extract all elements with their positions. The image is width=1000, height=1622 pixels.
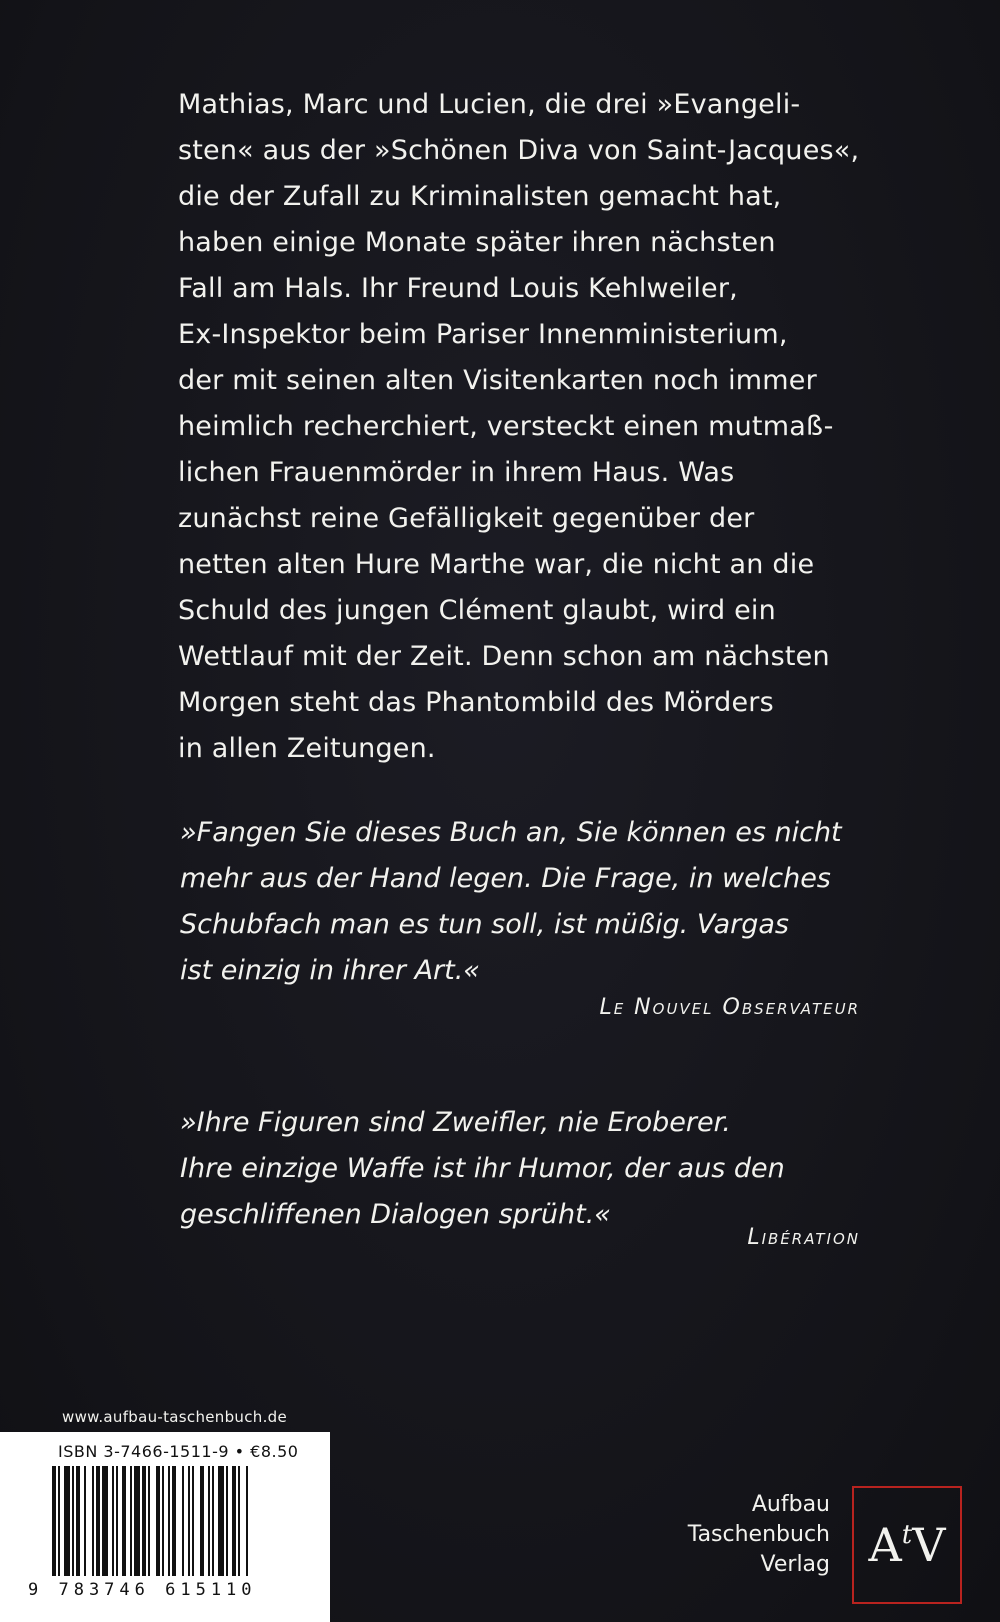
atv-logo <box>852 1486 962 1604</box>
blurb-line: netten alten Hure Marthe war, die nicht an die <box>178 549 815 580</box>
publisher-line: Aufbau <box>751 1492 830 1517</box>
blurb-line: in allen Zeitungen. <box>178 733 436 764</box>
review-quote-2 <box>180 1100 880 1238</box>
blurb-line: Mathias, Marc und Lucien, die drei »Evangeli- <box>178 89 801 120</box>
quote-line: Ihre einzige Waffe ist ihr Humor, der aus den <box>180 1153 785 1184</box>
blurb-line: zunächst reine Gefälligkeit gegenüber der <box>178 503 755 534</box>
blurb-line: Schuld des jungen Clément glaubt, wird ein <box>178 595 776 626</box>
publisher-line: Verlag <box>760 1552 830 1577</box>
quote-line: mehr aus der Hand legen. Die Frage, in welches <box>180 863 831 894</box>
quote-line: »Ihre Figuren sind Zweifler, nie Eroberer. <box>180 1107 731 1138</box>
blurb-line: Ex-Inspektor beim Pariser Innenministerium, <box>178 319 788 350</box>
blurb-line: Fall am Hals. Ihr Freund Louis Kehlweiler, <box>178 273 738 304</box>
publisher-url[interactable]: www.aufbau-taschenbuch.de <box>62 1408 287 1426</box>
isbn-price: ISBN 3-7466-1511-9 • €8.50 <box>58 1442 299 1461</box>
blurb-line: lichen Frauenmörder in ihrem Haus. Was <box>178 457 735 488</box>
quote-line: »Fangen Sie dieses Buch an, Sie können es nicht <box>180 817 842 848</box>
quote-line: ist einzig in ihrer Art.« <box>180 955 480 986</box>
blurb-line: Morgen steht das Phantombild des Mörders <box>178 687 774 718</box>
review-source-2: Libération <box>747 1225 860 1250</box>
blurb-line: die der Zufall zu Kriminalisten gemacht hat, <box>178 181 782 212</box>
publisher-name <box>640 1490 830 1580</box>
barcode-label <box>0 1432 330 1622</box>
blurb-line: haben einige Monate später ihren nächsten <box>178 227 776 258</box>
logo-letter: A <box>868 1518 902 1572</box>
review-quote-1 <box>180 810 880 994</box>
quote-line: Schubfach man es tun soll, ist müßig. Vargas <box>180 909 789 940</box>
quote-line: geschliffenen Dialogen sprüht.« <box>180 1199 611 1230</box>
blurb-line: der mit seinen alten Visitenkarten noch immer <box>178 365 817 396</box>
publisher-line: Taschenbuch <box>687 1522 830 1547</box>
blurb-line: Wettlauf mit der Zeit. Denn schon am nächsten <box>178 641 830 672</box>
logo-letter: t <box>901 1520 913 1550</box>
logo-letter: V <box>912 1518 946 1572</box>
ean-number: 9 783746 615110 <box>28 1580 257 1600</box>
review-source-1: Le Nouvel Observateur <box>599 995 860 1020</box>
barcode-icon <box>52 1466 314 1576</box>
blurb-line: sten« aus der »Schönen Diva von Saint-Jacques«, <box>178 135 860 166</box>
blurb-text <box>178 82 878 772</box>
blurb-line: heimlich recherchiert, versteckt einen mutmaß- <box>178 411 834 442</box>
